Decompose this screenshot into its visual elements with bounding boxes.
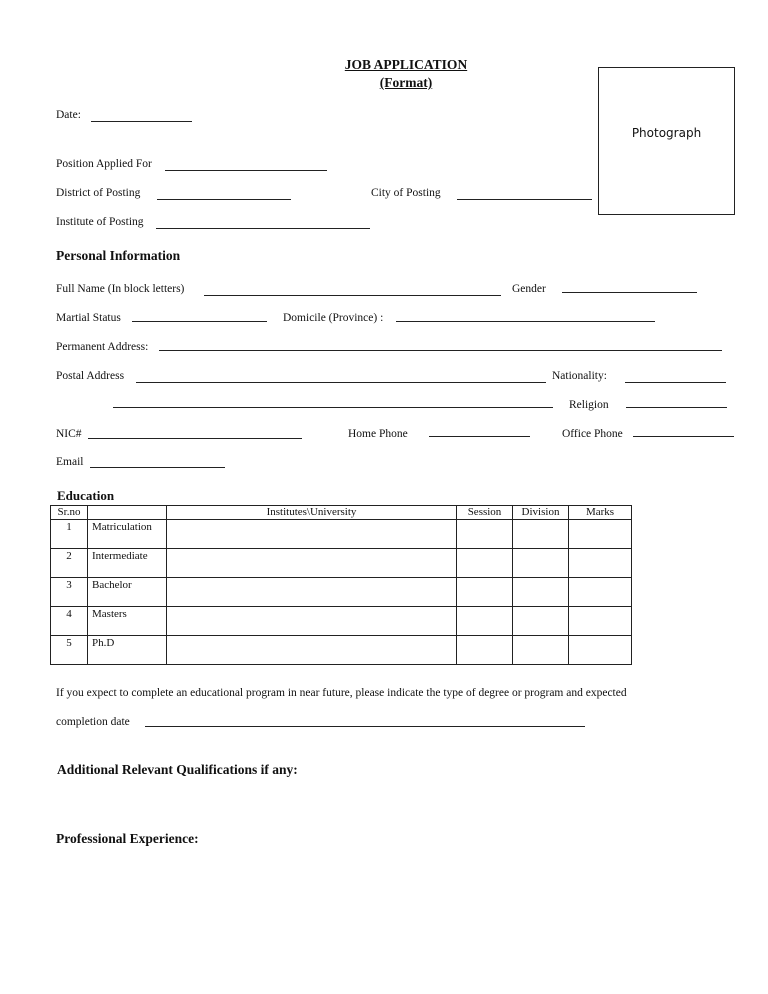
table-row bbox=[51, 607, 632, 636]
division-cell[interactable] bbox=[513, 607, 569, 636]
marital-status-label: Martial Status bbox=[56, 312, 121, 324]
home-phone-label: Home Phone bbox=[348, 428, 408, 440]
marks-cell[interactable] bbox=[569, 607, 632, 636]
session-cell[interactable] bbox=[457, 636, 513, 665]
postal-address-field[interactable] bbox=[136, 382, 546, 383]
office-phone-field[interactable] bbox=[633, 436, 734, 437]
row-level: Intermediate bbox=[88, 549, 167, 578]
photograph-label: Photograph bbox=[631, 126, 702, 140]
position-label: Position Applied For bbox=[56, 158, 152, 170]
date-field[interactable] bbox=[91, 121, 192, 122]
row-number: 4 bbox=[51, 607, 88, 636]
col-header-division: Division bbox=[513, 506, 569, 520]
district-field[interactable] bbox=[157, 199, 291, 200]
col-header-level bbox=[88, 506, 167, 520]
permanent-address-label: Permanent Address: bbox=[56, 341, 149, 353]
table-row bbox=[51, 549, 632, 578]
city-label: City of Posting bbox=[371, 187, 441, 199]
permanent-address-field[interactable] bbox=[159, 350, 722, 351]
session-cell[interactable] bbox=[457, 578, 513, 607]
institute-cell[interactable] bbox=[167, 636, 457, 665]
domicile-label: Domicile (Province) : bbox=[283, 312, 384, 324]
session-cell[interactable] bbox=[457, 549, 513, 578]
institute-cell[interactable] bbox=[167, 578, 457, 607]
gender-field[interactable] bbox=[562, 292, 697, 293]
postal-address-line-2[interactable] bbox=[113, 407, 553, 408]
institute-cell[interactable] bbox=[167, 549, 457, 578]
table-row bbox=[51, 636, 632, 665]
marital-status-field[interactable] bbox=[132, 321, 267, 322]
additional-qualifications-heading: Additional Relevant Qualifications if any: bbox=[57, 762, 298, 777]
division-cell[interactable] bbox=[513, 549, 569, 578]
form-subtitle: (Format) bbox=[379, 75, 433, 90]
row-number: 3 bbox=[51, 578, 88, 607]
row-number: 1 bbox=[51, 520, 88, 549]
form-title: JOB APPLICATION bbox=[344, 57, 468, 72]
completion-date-label: completion date bbox=[56, 716, 130, 728]
row-number: 5 bbox=[51, 636, 88, 665]
institute-field[interactable] bbox=[156, 228, 370, 229]
professional-experience-heading: Professional Experience: bbox=[56, 831, 199, 846]
row-level: Ph.D bbox=[88, 636, 167, 665]
domicile-field[interactable] bbox=[396, 321, 655, 322]
row-level: Matriculation bbox=[88, 520, 167, 549]
full-name-label: Full Name (In block letters) bbox=[56, 283, 185, 295]
marks-cell[interactable] bbox=[569, 549, 632, 578]
division-cell[interactable] bbox=[513, 520, 569, 549]
table-row bbox=[51, 520, 632, 549]
marks-cell[interactable] bbox=[569, 520, 632, 549]
nic-field[interactable] bbox=[88, 438, 302, 439]
office-phone-label: Office Phone bbox=[562, 428, 623, 440]
table-row bbox=[51, 578, 632, 607]
postal-address-label: Postal Address bbox=[56, 370, 125, 382]
col-header-institute: Institutes\University bbox=[167, 506, 457, 520]
photograph-box[interactable] bbox=[598, 67, 735, 215]
institute-cell[interactable] bbox=[167, 520, 457, 549]
gender-label: Gender bbox=[512, 283, 546, 295]
institute-label: Institute of Posting bbox=[56, 216, 144, 228]
education-heading: Education bbox=[57, 488, 115, 503]
marks-cell[interactable] bbox=[569, 578, 632, 607]
home-phone-field[interactable] bbox=[429, 436, 530, 437]
nic-label: NIC# bbox=[56, 428, 82, 440]
position-field[interactable] bbox=[165, 170, 327, 171]
religion-field[interactable] bbox=[626, 407, 727, 408]
religion-label: Religion bbox=[569, 399, 609, 411]
row-number: 2 bbox=[51, 549, 88, 578]
division-cell[interactable] bbox=[513, 578, 569, 607]
nationality-field[interactable] bbox=[625, 382, 726, 383]
full-name-field[interactable] bbox=[204, 295, 501, 296]
district-label: District of Posting bbox=[56, 187, 141, 199]
completion-date-field[interactable] bbox=[145, 726, 585, 727]
education-table bbox=[50, 505, 632, 665]
division-cell[interactable] bbox=[513, 636, 569, 665]
col-header-marks: Marks bbox=[569, 506, 632, 520]
row-level: Masters bbox=[88, 607, 167, 636]
date-label: Date: bbox=[56, 109, 81, 121]
email-label: Email bbox=[56, 456, 84, 468]
col-header-srno: Sr.no bbox=[51, 506, 88, 520]
city-field[interactable] bbox=[457, 199, 592, 200]
col-header-session: Session bbox=[457, 506, 513, 520]
row-level: Bachelor bbox=[88, 578, 167, 607]
session-cell[interactable] bbox=[457, 607, 513, 636]
session-cell[interactable] bbox=[457, 520, 513, 549]
email-field[interactable] bbox=[90, 467, 225, 468]
table-header-row bbox=[51, 506, 632, 520]
personal-info-heading: Personal Information bbox=[56, 248, 181, 263]
institute-cell[interactable] bbox=[167, 607, 457, 636]
expected-program-text: If you expect to complete an educational program in near future, please indicate the type of degree or program and expected bbox=[56, 687, 627, 699]
marks-cell[interactable] bbox=[569, 636, 632, 665]
nationality-label: Nationality: bbox=[552, 370, 607, 382]
